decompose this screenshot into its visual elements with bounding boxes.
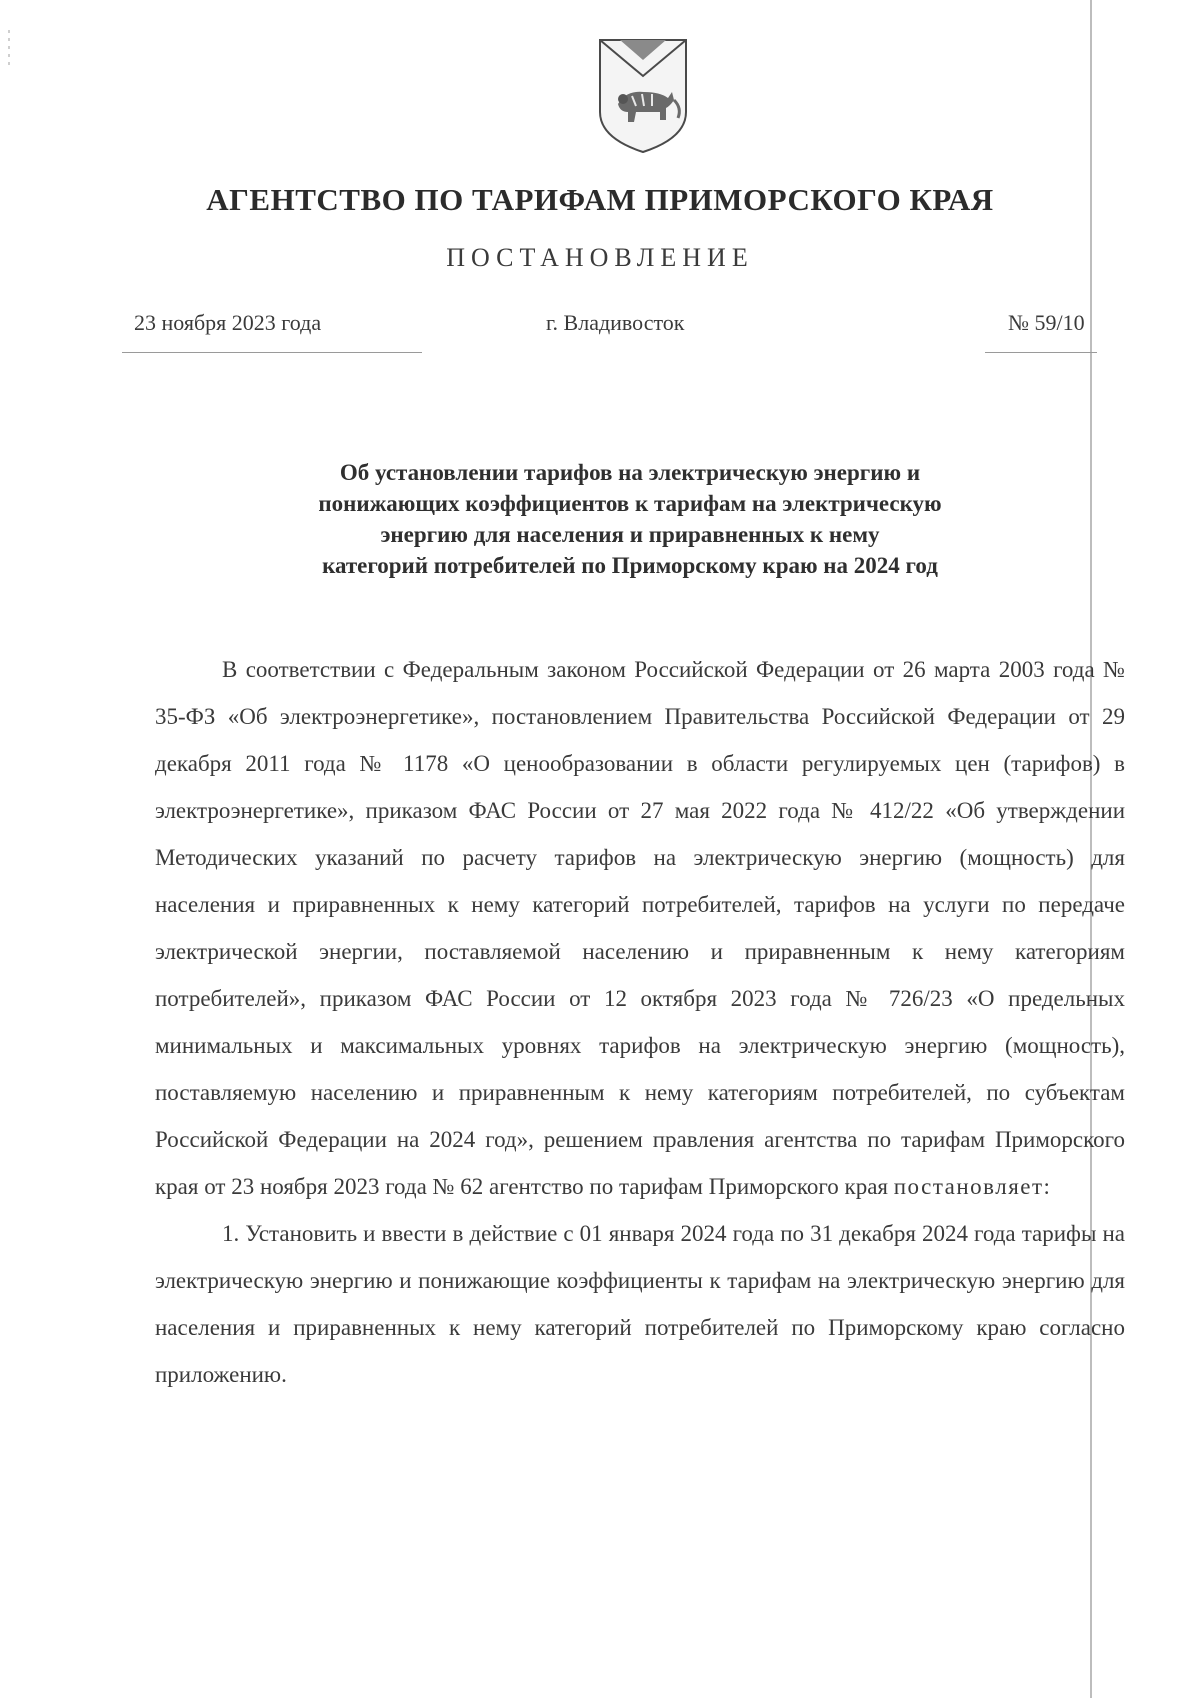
agency-title: АГЕНТСТВО ПО ТАРИФАМ ПРИМОРСКОГО КРАЯ: [206, 182, 994, 217]
document-subject: [200, 457, 1060, 581]
preamble-paragraph: [155, 646, 1125, 1210]
coat-of-arms-icon: [596, 34, 690, 156]
document-body: [155, 646, 1125, 1398]
preamble-text: В соответствии с Федеральным законом Российской Федерации от 26 марта 2003 года № 35-ФЗ «Об электроэнергетике», постановлением Правительства Российской Федерации от 29 декабря 2011 года № 1178 «О ценообразовании в области регулируемых цен (тарифов) в электроэнергетике», приказом ФАС России от 27 мая 2022 года № 412/22 «Об утверждении Методических указаний по расчету тарифов на электрическую энергию (мощность) для населения и приравненных к нему категорий потребителей, тарифов на услуги по передаче электрической энергии, поставляемой населению и приравненным к нему категориям потребителей», приказом ФАС России от 12 октября 2023 года № 726/23 «О предельных минимальных и максимальных уровнях тарифов на электрическую энергию (мощность), поставляемую населению и приравненным к нему категориям потребителей, по субъектам Российской Федерации на 2024 год», решением правления агентства по тарифам Приморского края от 23 ноября 2023 года № 62 агентство по тарифам Приморского края: [155, 657, 1125, 1199]
subject-line: понижающих коэффициентов к тарифам на электрическую: [318, 491, 942, 516]
subject-line: Об установлении тарифов на электрическую энергию и: [339, 460, 921, 485]
scan-margin-marks: [8, 30, 10, 70]
subject-line: энергию для населения и приравненных к нему: [380, 522, 880, 547]
item-1-paragraph: 1. Установить и ввести в действие с 01 января 2024 года по 31 декабря 2024 года тарифы на электрическую энергию и понижающие коэффициенты к тарифам на электрическую энергию для населения и приравненных к нему категорий потребителей по Приморскому краю согласно приложению.: [155, 1221, 1125, 1387]
date-underline: [122, 352, 422, 353]
document-city: г. Владивосток: [546, 310, 685, 335]
number-underline: [985, 352, 1097, 353]
document-number: № 59/10: [1008, 310, 1085, 335]
document-date: 23 ноября 2023 года: [134, 310, 322, 335]
subject-line: категорий потребителей по Приморскому краю на 2024 год: [322, 553, 938, 578]
decree-word: постановляет:: [893, 1174, 1052, 1199]
document-kind: ПОСТАНОВЛЕНИЕ: [446, 243, 754, 272]
